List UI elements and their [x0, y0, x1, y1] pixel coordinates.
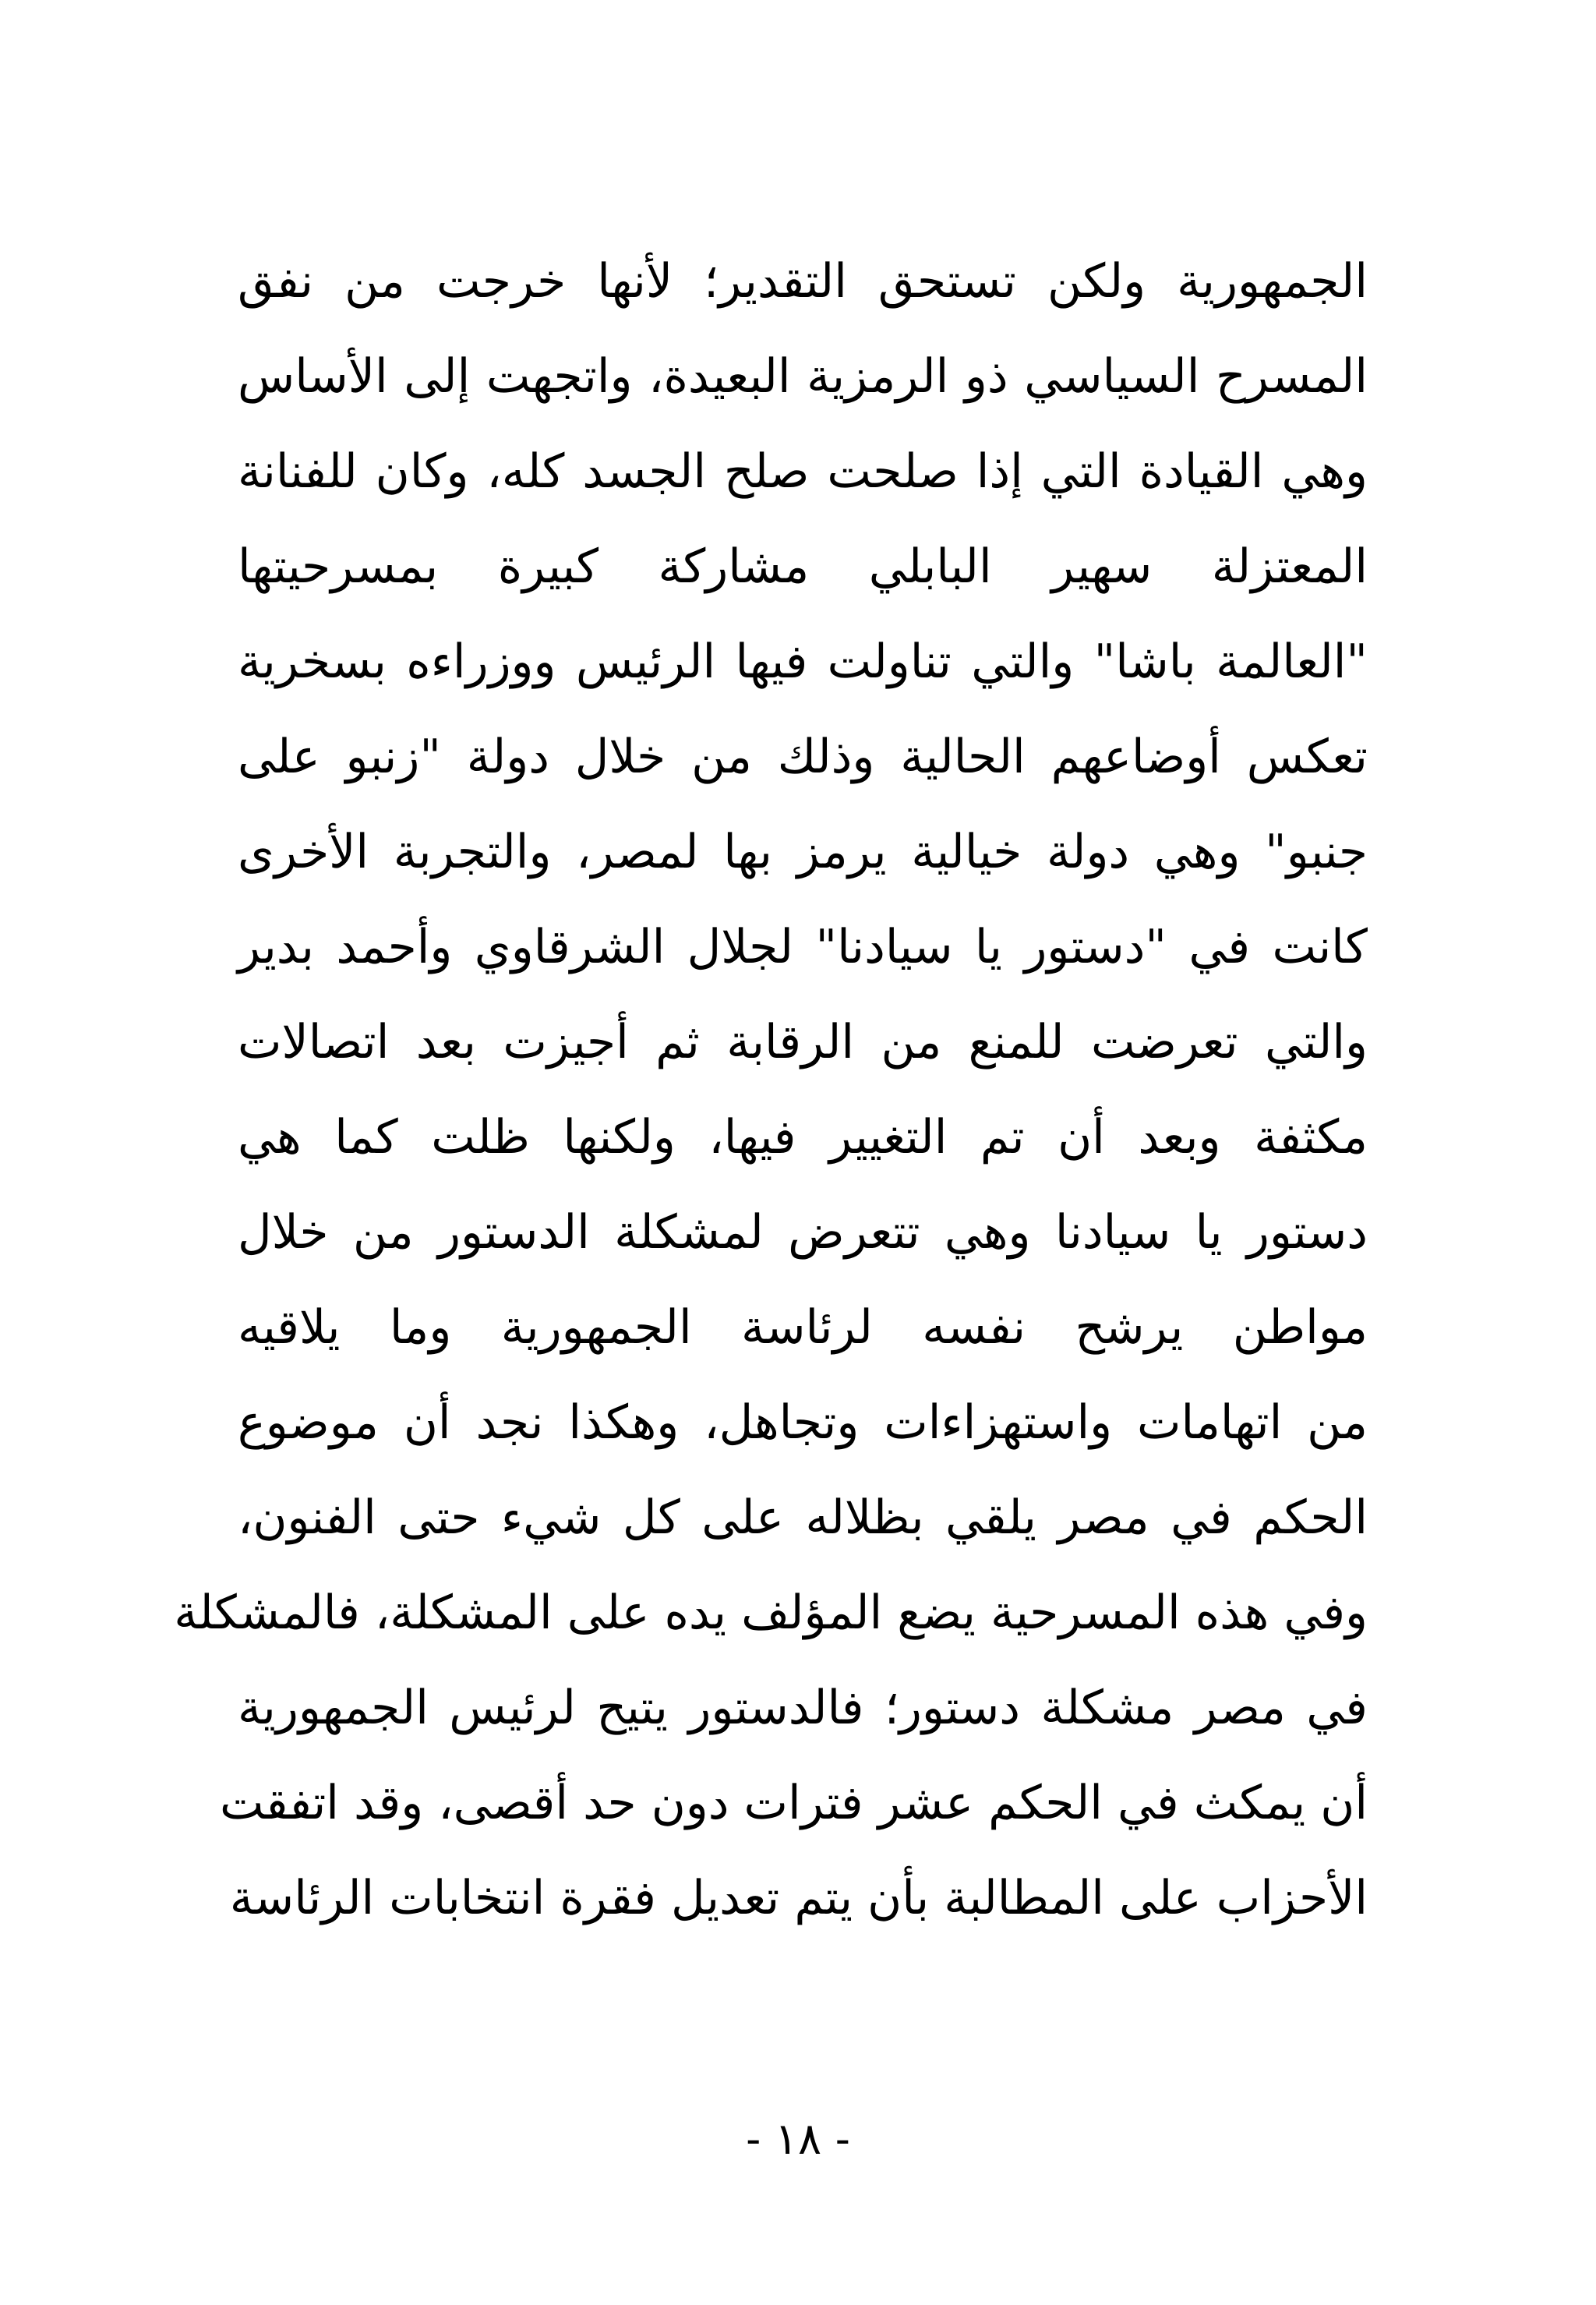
text-line: أن يمكث في الحكم عشر فترات دون حد أقصى، وقد اتفقت: [219, 1776, 1368, 1830]
text-line: الأحزاب على المطالبة بأن يتم تعديل فقرة انتخابات الرئاسة: [229, 1871, 1368, 1925]
text-line: المعتزلة سهير البابلي مشاركة كبيرة بمسرحيتها: [238, 539, 1368, 594]
text-line: من اتهامات واستهزاءات وتجاهل، وهكذا نجد أن موضوع: [238, 1395, 1368, 1450]
text-line: جنبو" وهي دولة خيالية يرمز بها لمصر، والتجربة الأخرى: [238, 825, 1368, 879]
text-line: وهي القيادة التي إذا صلحت صلح الجسد كله، وكان للفنانة: [238, 444, 1368, 499]
text-line: المسرح السياسي ذو الرمزية البعيدة، واتجهت إلى الأساس: [238, 349, 1368, 404]
text-line: كانت في "دستور يا سيادنا" لجلال الشرقاوي وأحمد بدير: [238, 920, 1368, 974]
text-line: في مصر مشكلة دستور؛ فالدستور يتيح لرئيس الجمهورية: [238, 1681, 1368, 1735]
page-number: - ١٨ -: [746, 2114, 850, 2165]
text-line: الحكم في مصر يلقي بظلاله على كل شيء حتى الفنون،: [238, 1490, 1368, 1545]
text-line: تعكس أوضاعهم الحالية وذلك من خلال دولة "زنبو على: [238, 730, 1368, 784]
text-line: مكثفة وبعد أن تم التغيير فيها، ولكنها ظلت كما هي: [238, 1110, 1368, 1165]
text-line: وفي هذه المسرحية يضع المؤلف يده على المشكلة، فالمشكلة: [174, 1586, 1368, 1640]
text-line: "العالمة باشا" والتي تناولت فيها الرئيس ووزراءه بسخرية: [238, 635, 1368, 689]
text-line: مواطن يرشح نفسه لرئاسة الجمهورية وما يلاقيه: [238, 1300, 1368, 1355]
text-line: والتي تعرضت للمنع من الرقابة ثم أجيزت بعد اتصالات: [238, 1015, 1368, 1069]
body-text: [174, 234, 1368, 1946]
text-line: دستور يا سيادنا وهي تتعرض لمشكلة الدستور من خلال: [238, 1205, 1368, 1260]
text-line: الجمهورية ولكن تستحق التقدير؛ لأنها خرجت من نفق: [238, 254, 1368, 309]
